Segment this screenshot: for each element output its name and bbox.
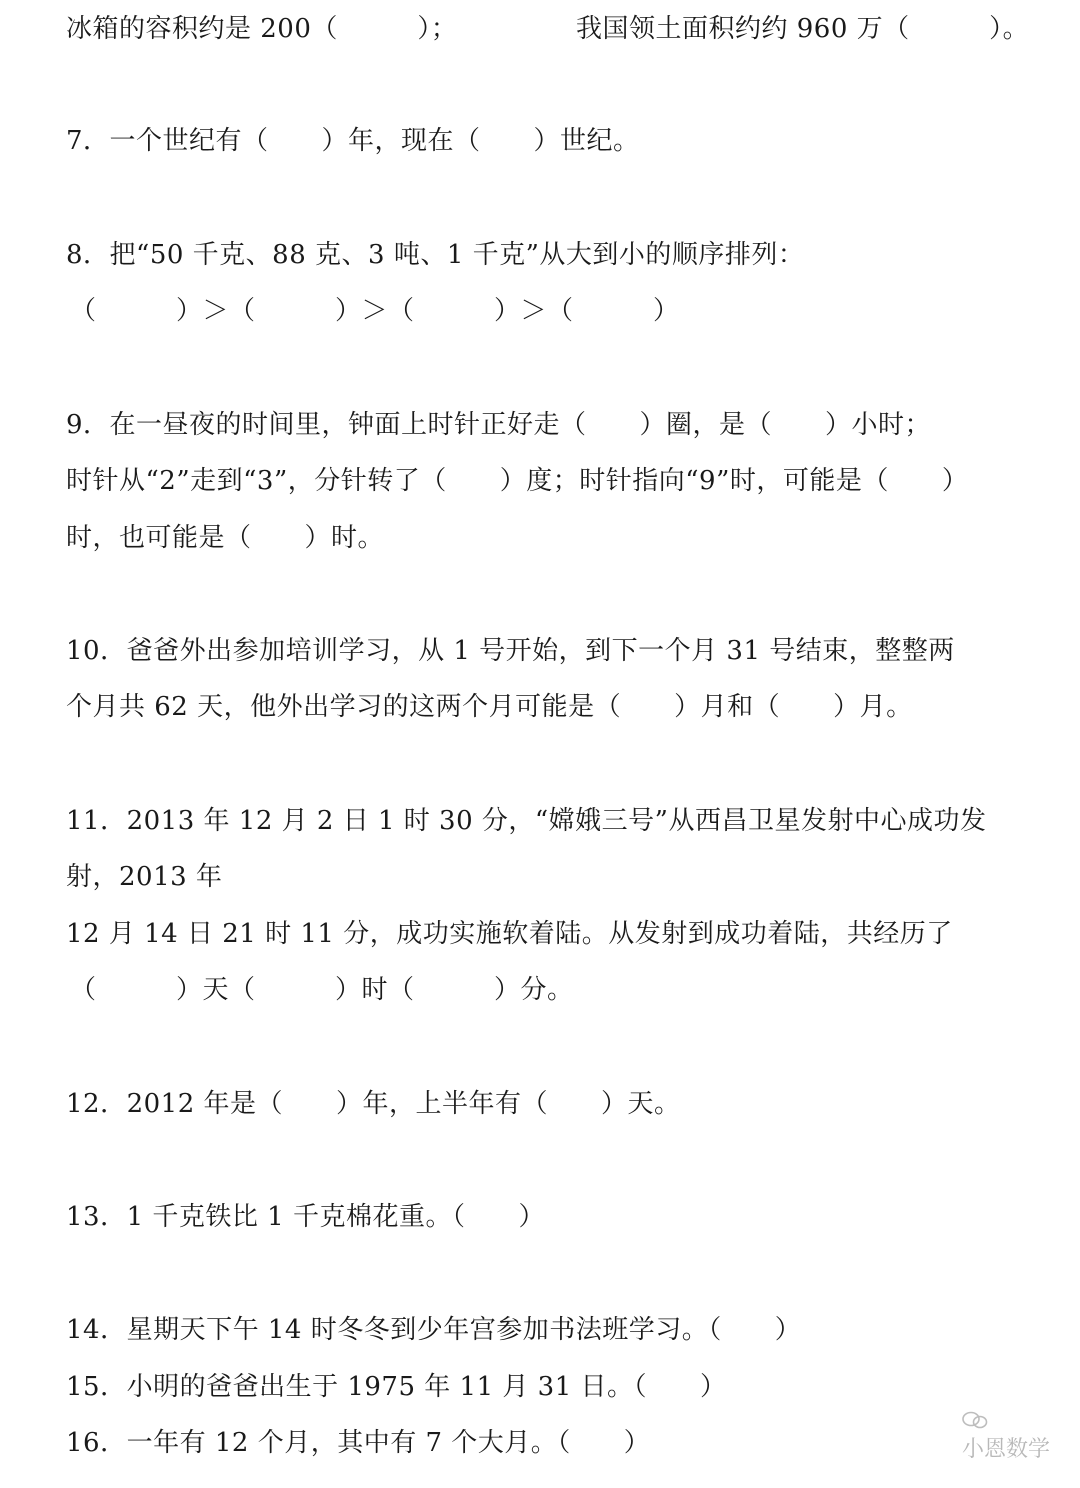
question-15: 15．小明的爸爸出生于 1975 年 11 月 31 日。（ ） — [66, 1372, 727, 1402]
question-13: 13．1 千克铁比 1 千克棉花重。（ ） — [66, 1202, 545, 1232]
watermark-text: 小恩数学 — [961, 1437, 1050, 1462]
question-9-line-2: 时针从“2”走到“3”，分针转了（ ）度；时针指向“9”时，可能是（ ） — [66, 466, 969, 496]
watermark — [934, 1382, 1050, 1488]
question-11-line-1: 11．2013 年 12 月 2 日 1 时 30 分，“嫦娥三号”从西昌卫星发射中心成功发 — [66, 806, 987, 836]
question-12: 12．2012 年是（ ）年，上半年有（ ）天。 — [66, 1089, 681, 1119]
question-8: 8．把“50 千克、88 克、3 吨、1 千克”从大到小的顺序排列： — [66, 240, 805, 270]
question-10-line-1: 10．爸爸外出参加培训学习，从 1 号开始，到下一个月 31 号结束，整整两 — [66, 636, 955, 666]
line-fridge-volume: 冰箱的容积约是 200（ ）； — [66, 14, 458, 44]
question-9-line-3: 时，也可能是（ ）时。 — [66, 523, 385, 553]
question-11-line-4: （ ）天（ ）时（ ）分。 — [70, 975, 574, 1005]
question-16: 16．一年有 12 个月，其中有 7 个大月。（ ） — [66, 1428, 651, 1458]
question-14: 14．星期天下午 14 时冬冬到少年宫参加书法班学习。（ ） — [66, 1315, 802, 1345]
line-territory-area: 我国领土面积约约 960 万（ ）。 — [576, 14, 1030, 44]
wechat-icon — [962, 1411, 988, 1429]
question-9-line-1: 9．在一昼夜的时间里，钟面上时针正好走（ ）圈，是（ ）小时； — [66, 410, 932, 440]
question-11-line-2: 射，2013 年 — [66, 862, 223, 892]
question-10-line-2: 个月共 62 天，他外出学习的这两个月可能是（ ）月和（ ）月。 — [66, 692, 913, 722]
question-11-line-3: 12 月 14 日 21 时 11 分，成功实施软着陆。从发射到成功着陆，共经历了 — [66, 919, 953, 949]
question-7: 7．一个世纪有（ ）年，现在（ ）世纪。 — [66, 126, 640, 156]
question-8-answer-row: （ ）＞（ ）＞（ ）＞（ ） — [70, 296, 680, 326]
